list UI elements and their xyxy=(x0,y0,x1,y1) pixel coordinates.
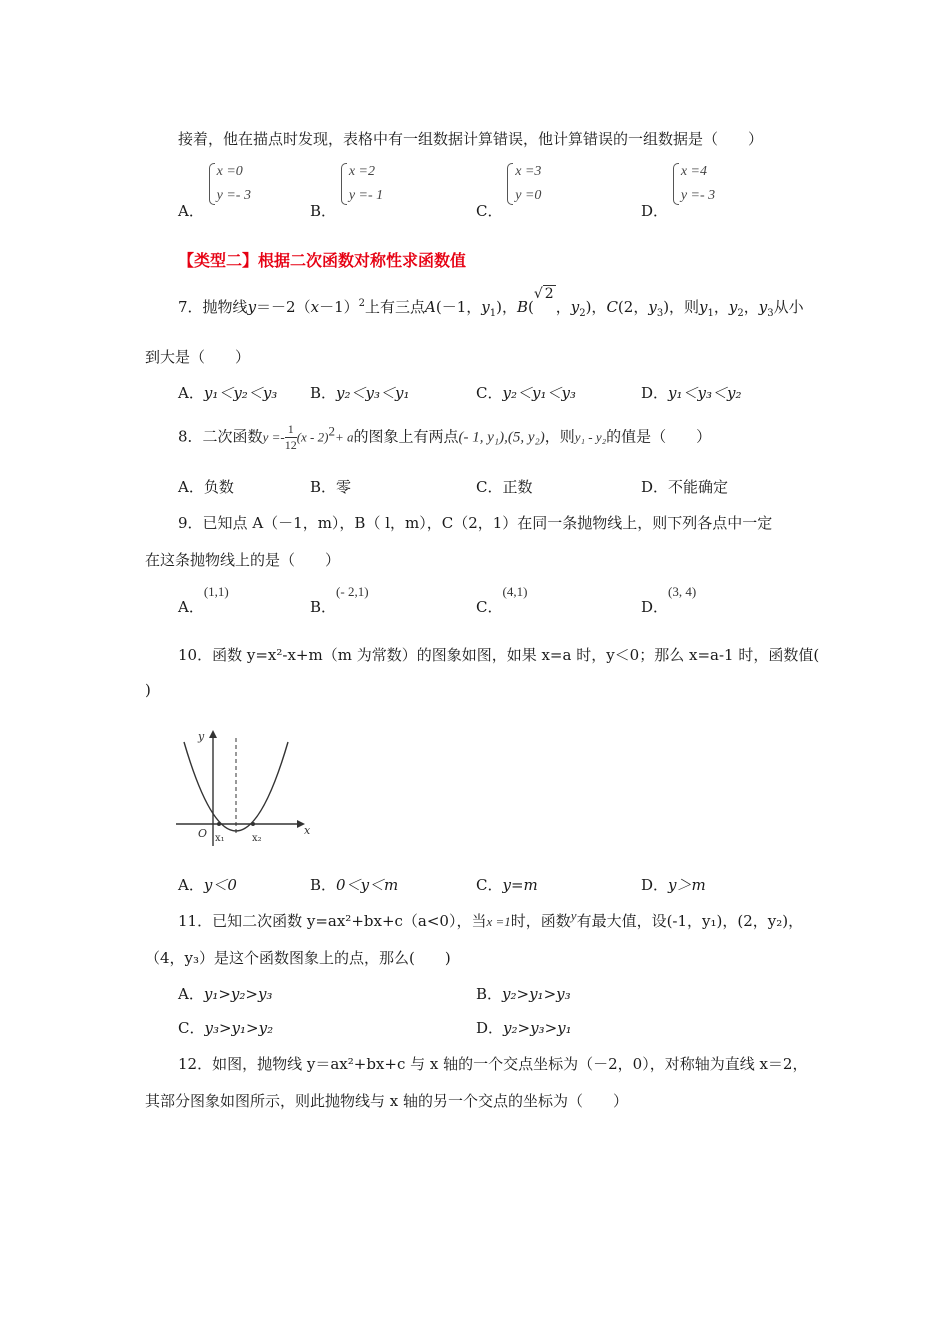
x1-label: x₁ xyxy=(215,833,225,844)
q8-text: 二次函数 xyxy=(202,427,263,446)
option-text: 不能确定 xyxy=(668,478,729,496)
option-text: y₂＜y₃＜y₁ xyxy=(336,384,410,402)
sys-line-2: y =- 3 xyxy=(216,188,251,203)
q7-text: )， xyxy=(585,298,607,316)
q12-text: 如图，抛物线 y＝ax²+bx+c 与 x 轴的一个交点坐标为（－2，0），对称轴为直线 x＝2， xyxy=(212,1055,808,1073)
subscript: 2 xyxy=(737,308,744,319)
q11-line-2: （4，y₃）是这个函数图象上的点，那么( ) xyxy=(145,949,451,967)
q7-text: ( xyxy=(528,298,534,316)
option-text: (3, 4) xyxy=(668,584,697,599)
option-label: C． xyxy=(476,876,503,894)
q8-text: 的值是（ ） xyxy=(606,427,712,446)
q7-line-1 xyxy=(178,286,804,319)
q10-option-b[interactable] xyxy=(310,874,398,895)
option-label: C． xyxy=(476,478,503,496)
q7-text: )，则 xyxy=(663,298,700,316)
var: y xyxy=(728,298,738,316)
q7-text: 从小 xyxy=(773,298,804,316)
q10-option-a[interactable] xyxy=(178,874,237,895)
option-label: A． xyxy=(178,985,204,1003)
option-text: (- 2,1) xyxy=(336,584,369,599)
option-text: y₁＜y₃＜y₂ xyxy=(668,384,742,402)
option-label: B． xyxy=(310,384,337,402)
q9-option-a[interactable] xyxy=(178,582,229,616)
q6-option-b[interactable] xyxy=(310,160,384,220)
section-heading: 【类型二】根据二次函数对称性求函数值 xyxy=(178,251,467,270)
equation-system xyxy=(209,160,251,208)
sys-line-2: y =- 1 xyxy=(348,188,384,203)
sys-line-1: x =2 xyxy=(348,164,375,179)
var: y xyxy=(758,298,768,316)
option-label: D． xyxy=(641,876,669,894)
denominator: 12 xyxy=(284,438,297,452)
option-label: C． xyxy=(476,202,503,220)
q7-text: )， xyxy=(496,298,517,316)
q7-text: ， xyxy=(713,298,729,316)
option-label: C． xyxy=(476,384,503,402)
option-label: D． xyxy=(641,598,669,616)
option-label: B． xyxy=(310,202,337,220)
question-number: 8． xyxy=(178,427,203,446)
option-label: D． xyxy=(476,1019,504,1037)
q6-option-c[interactable] xyxy=(476,160,542,220)
q11-line-1 xyxy=(178,910,803,931)
parabola-graph xyxy=(172,724,317,849)
q6-option-d[interactable] xyxy=(641,160,716,220)
option-text: y=m xyxy=(502,876,538,894)
var: y xyxy=(247,298,257,316)
option-label: B． xyxy=(310,876,337,894)
question-number: 11． xyxy=(178,912,213,930)
q9-option-b[interactable] xyxy=(310,582,369,616)
q11-option-d[interactable] xyxy=(476,1017,572,1038)
root-point-2 xyxy=(251,822,255,826)
option-text: 负数 xyxy=(203,478,234,496)
question-number: 9． xyxy=(178,514,203,532)
q9-option-d[interactable] xyxy=(641,582,697,616)
q11-text: 已知二次函数 y=ax²+bx+c（a<0），当 xyxy=(212,912,487,930)
option-text: y₂>y₃>y₁ xyxy=(503,1019,572,1037)
q9-option-c[interactable] xyxy=(476,582,528,616)
option-text: y₃>y₁>y₂ xyxy=(204,1019,274,1037)
var: y xyxy=(481,298,490,316)
option-label: A． xyxy=(178,478,204,496)
equation-system xyxy=(507,160,541,208)
q11-text: 时，函数 xyxy=(510,912,571,930)
sys-line-1: x =3 xyxy=(515,164,542,179)
q7-option-a[interactable] xyxy=(178,382,277,403)
option-label: B． xyxy=(310,598,337,616)
q9-text: 已知点 A（－1，m），B（ l，m），C（2，1）在同一条抛物线上，则下列各点中一定 xyxy=(202,514,773,532)
option-label: B． xyxy=(476,985,503,1003)
fraction xyxy=(285,422,297,453)
q8-text: ，则 xyxy=(544,427,575,446)
option-text: y₁＜y₂＜y₃ xyxy=(203,384,278,402)
point-name: C xyxy=(606,298,618,316)
option-label: A． xyxy=(178,598,204,616)
q10-line-1 xyxy=(178,644,819,665)
option-text: 正数 xyxy=(502,478,533,496)
option-text: y＞m xyxy=(668,876,706,894)
q7-option-b[interactable] xyxy=(310,382,410,403)
q10-text: 函数 y=x²-x+m（m 为常数）的图象如图，如果 x=a 时，y＜0；那么 x=a-1 时，函数值( xyxy=(212,646,820,664)
option-label: C． xyxy=(476,598,503,616)
root-point-1 xyxy=(217,822,221,826)
exponent: 2 xyxy=(328,423,335,439)
option-label: A． xyxy=(178,384,204,402)
var: y xyxy=(570,908,577,923)
q8-option-a[interactable] xyxy=(178,476,234,497)
q10-option-c[interactable] xyxy=(476,874,538,895)
x2-label: x₂ xyxy=(252,833,262,844)
q7-text: ， xyxy=(555,298,571,316)
q8-line-1 xyxy=(178,422,711,453)
option-label: A． xyxy=(178,202,204,220)
equation-tail: + a xyxy=(334,429,354,445)
option-text: 0＜y＜m xyxy=(336,876,399,894)
sys-line-1: x =0 xyxy=(216,164,243,179)
x-axis-label: x xyxy=(304,824,311,837)
option-text: y＜0 xyxy=(203,876,237,894)
y-axis-label: y xyxy=(198,730,205,743)
sys-line-1: x =4 xyxy=(680,164,707,179)
option-label: B． xyxy=(310,478,337,496)
subscript: 3 xyxy=(767,308,774,319)
option-text: y₂>y₁>y₃ xyxy=(502,985,571,1003)
q7-text: (2， xyxy=(617,298,649,316)
sys-line-2: y =- 3 xyxy=(680,188,716,203)
q8-text: 的图象上有两点 xyxy=(353,427,459,446)
point-name: B xyxy=(516,298,528,316)
sqrt-symbol: √ 2 xyxy=(533,286,554,302)
option-text: 零 xyxy=(336,478,352,496)
option-label: D． xyxy=(641,202,669,220)
sys-line-2: y =0 xyxy=(515,188,542,203)
option-text: (4,1) xyxy=(502,584,528,599)
sqrt-value: 2 xyxy=(544,286,554,302)
var: y xyxy=(648,298,657,316)
y-axis-arrow xyxy=(209,730,217,738)
option-text: y₂＜y₁＜y₃ xyxy=(502,384,576,402)
q11-text: 有最大值，设(-1，y₁)，(2，y₂)， xyxy=(576,912,804,930)
q12-line-1 xyxy=(178,1053,807,1074)
q10-line-2: ) xyxy=(145,681,151,699)
q6-option-a[interactable] xyxy=(178,160,251,220)
numerator: 1 xyxy=(285,422,297,438)
question-number: 12． xyxy=(178,1055,213,1073)
var: y xyxy=(699,298,708,316)
q10-option-d[interactable] xyxy=(641,874,706,895)
q12-line-2: 其部分图象如图所示，则此抛物线与 x 轴的另一个交点的坐标为（ ） xyxy=(145,1092,628,1110)
q8-option-c[interactable] xyxy=(476,476,533,497)
points: (- 1, y₁),(5, y₂) xyxy=(458,429,545,446)
subscript: 2 xyxy=(579,308,586,319)
q7-text: (－1， xyxy=(435,298,482,316)
option-label: D． xyxy=(641,478,669,496)
point-name: A xyxy=(425,298,436,316)
option-text: y₁>y₂>y₃ xyxy=(203,985,273,1003)
q8-option-d[interactable] xyxy=(641,476,728,497)
var: x xyxy=(310,298,320,316)
equation-rhs: (x - 2) xyxy=(296,429,329,445)
q7-text: 抛物线 xyxy=(202,298,248,316)
equation-system xyxy=(673,160,715,208)
subscript: 1 xyxy=(489,308,497,319)
option-label: D． xyxy=(641,384,669,402)
difference-expr: y₁ - y₂ xyxy=(574,429,607,445)
q8-option-b[interactable] xyxy=(310,476,351,497)
q7-text: ， xyxy=(743,298,759,316)
q9-line-2: 在这条抛物线上的是（ ） xyxy=(145,551,341,569)
subscript: 3 xyxy=(656,308,664,319)
origin-label: O xyxy=(198,827,208,840)
q7-text: ＝－2（ xyxy=(256,298,311,316)
condition-expr: x =1 xyxy=(486,914,511,929)
q11-option-a[interactable] xyxy=(178,983,272,1004)
option-label: A． xyxy=(178,876,204,894)
q7-text: －1） xyxy=(319,298,359,316)
exponent: 2 xyxy=(358,298,365,309)
q7-text: 上有三点 xyxy=(364,298,425,316)
equation-lhs: y =- xyxy=(262,429,285,445)
option-label: C． xyxy=(178,1019,205,1037)
q11-option-b[interactable] xyxy=(476,983,571,1004)
equation-system xyxy=(341,160,383,208)
q7-option-c[interactable] xyxy=(476,382,576,403)
q11-option-c[interactable] xyxy=(178,1017,273,1038)
q7-option-d[interactable] xyxy=(641,382,742,403)
option-text: (1,1) xyxy=(203,584,229,599)
subscript: 1 xyxy=(707,308,714,319)
q6-intro: 接着，他在描点时发现，表格中有一组数据计算错误，他计算错误的一组数据是（ ） xyxy=(178,130,764,148)
question-number: 7． xyxy=(178,298,203,316)
question-number: 10． xyxy=(178,646,213,664)
q7-line-2: 到大是（ ） xyxy=(145,348,251,366)
q9-line-1 xyxy=(178,512,772,533)
var: y xyxy=(570,298,580,316)
